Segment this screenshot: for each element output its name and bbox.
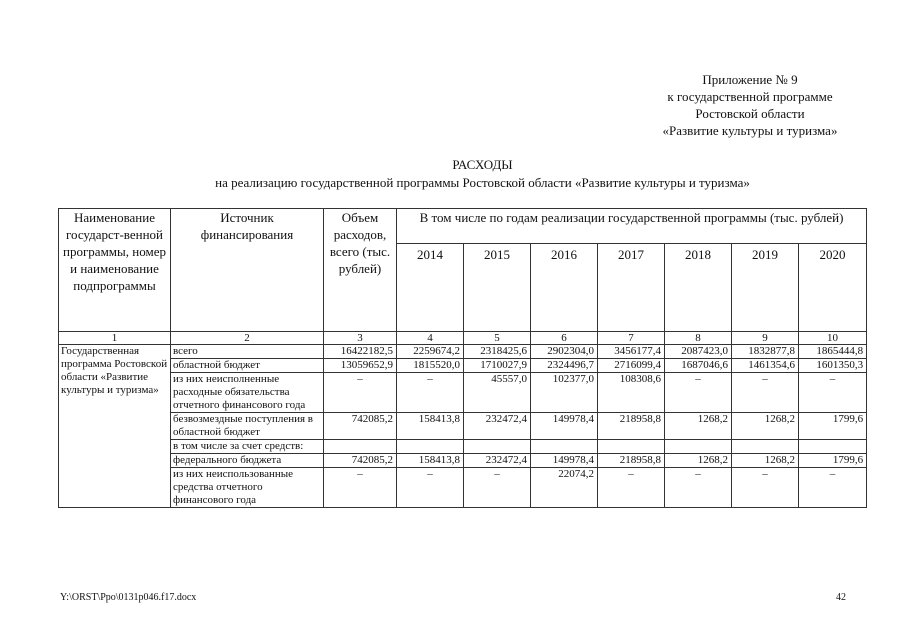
value-cell: 1815520,0 xyxy=(397,359,464,373)
value-cell xyxy=(665,440,732,454)
value-cell: 2902304,0 xyxy=(531,345,598,359)
value-cell: – xyxy=(324,373,397,413)
document-title xyxy=(0,156,905,192)
footer-file-path: Y:\ORST\Ppo\0131p046.f17.docx xyxy=(60,592,197,603)
table-row xyxy=(59,468,867,508)
value-cell: 1799,6 xyxy=(799,454,867,468)
value-cell: 1710027,9 xyxy=(464,359,531,373)
value-cell: 3456177,4 xyxy=(598,345,665,359)
value-cell: – xyxy=(799,468,867,508)
header-source: Источник финансирования xyxy=(171,209,324,332)
table-row xyxy=(59,440,867,454)
column-number: 9 xyxy=(732,332,799,345)
value-cell: 1461354,6 xyxy=(732,359,799,373)
header-year: 2015 xyxy=(464,244,531,332)
value-cell: – xyxy=(732,373,799,413)
value-cell xyxy=(531,440,598,454)
value-cell: 2318425,6 xyxy=(464,345,531,359)
value-cell: 158413,8 xyxy=(397,454,464,468)
value-cell: 232472,4 xyxy=(464,413,531,440)
value-cell: 158413,8 xyxy=(397,413,464,440)
appendix-line-2: к государственной программе xyxy=(667,89,833,104)
source-cell: из них неиспользованные средства отчетного финансового года xyxy=(171,468,324,508)
value-cell: 1687046,6 xyxy=(665,359,732,373)
column-number: 5 xyxy=(464,332,531,345)
value-cell: 1832877,8 xyxy=(732,345,799,359)
value-cell: 1268,2 xyxy=(732,413,799,440)
table-row xyxy=(59,454,867,468)
column-number: 2 xyxy=(171,332,324,345)
value-cell: 218958,8 xyxy=(598,413,665,440)
header-year: 2014 xyxy=(397,244,464,332)
column-number: 7 xyxy=(598,332,665,345)
header-year: 2020 xyxy=(799,244,867,332)
value-cell xyxy=(799,440,867,454)
value-cell: 232472,4 xyxy=(464,454,531,468)
title-line-1: РАСХОДЫ xyxy=(452,157,513,172)
value-cell: 45557,0 xyxy=(464,373,531,413)
source-cell: областной бюджет xyxy=(171,359,324,373)
column-number: 10 xyxy=(799,332,867,345)
table-row xyxy=(59,413,867,440)
value-cell: 2324496,7 xyxy=(531,359,598,373)
source-cell: федерального бюджета xyxy=(171,454,324,468)
value-cell: 1268,2 xyxy=(732,454,799,468)
value-cell: 13059652,9 xyxy=(324,359,397,373)
value-cell: 149978,4 xyxy=(531,413,598,440)
source-cell: всего xyxy=(171,345,324,359)
value-cell xyxy=(732,440,799,454)
header-volume: Объем расходов, всего (тыс. рублей) xyxy=(324,209,397,332)
appendix-line-3: Ростовской области xyxy=(695,106,805,121)
value-cell xyxy=(397,440,464,454)
column-numbers-row xyxy=(59,332,867,345)
header-year: 2018 xyxy=(665,244,732,332)
value-cell: 1268,2 xyxy=(665,454,732,468)
value-cell: 2716099,4 xyxy=(598,359,665,373)
column-number: 3 xyxy=(324,332,397,345)
value-cell: 1268,2 xyxy=(665,413,732,440)
header-year: 2016 xyxy=(531,244,598,332)
value-cell xyxy=(324,440,397,454)
table-row xyxy=(59,345,867,359)
value-cell: 22074,2 xyxy=(531,468,598,508)
source-cell: из них неисполненные расходные обязательства отчетного финансового года xyxy=(171,373,324,413)
value-cell xyxy=(598,440,665,454)
column-number: 8 xyxy=(665,332,732,345)
value-cell: – xyxy=(464,468,531,508)
value-cell: – xyxy=(397,468,464,508)
header-row-1 xyxy=(59,209,867,244)
value-cell: 2259674,2 xyxy=(397,345,464,359)
header-year: 2019 xyxy=(732,244,799,332)
appendix-header xyxy=(600,71,900,139)
value-cell: – xyxy=(799,373,867,413)
column-number: 1 xyxy=(59,332,171,345)
value-cell: – xyxy=(732,468,799,508)
table-row xyxy=(59,359,867,373)
appendix-line-1: Приложение № 9 xyxy=(702,72,798,87)
value-cell: 102377,0 xyxy=(531,373,598,413)
header-year: 2017 xyxy=(598,244,665,332)
value-cell: – xyxy=(665,468,732,508)
value-cell: 1799,6 xyxy=(799,413,867,440)
source-cell: в том числе за счет средств: xyxy=(171,440,324,454)
appendix-line-4: «Развитие культуры и туризма» xyxy=(662,123,838,138)
value-cell: 218958,8 xyxy=(598,454,665,468)
table-row xyxy=(59,373,867,413)
value-cell xyxy=(464,440,531,454)
value-cell: 2087423,0 xyxy=(665,345,732,359)
value-cell: 16422182,5 xyxy=(324,345,397,359)
value-cell: – xyxy=(324,468,397,508)
value-cell: – xyxy=(397,373,464,413)
header-program: Наименование государст-венной программы, номер и наименование подпрограммы xyxy=(59,209,171,332)
value-cell: 1601350,3 xyxy=(799,359,867,373)
program-name-cell: Государственная программа Ростовской области «Развитие культуры и туризма» xyxy=(59,345,171,508)
value-cell: 742085,2 xyxy=(324,413,397,440)
source-cell: безвозмездные поступления в областной бюджет xyxy=(171,413,324,440)
value-cell: 149978,4 xyxy=(531,454,598,468)
column-number: 4 xyxy=(397,332,464,345)
value-cell: 742085,2 xyxy=(324,454,397,468)
title-line-2: на реализацию государственной программы Ростовской области «Развитие культуры и туризма» xyxy=(215,175,750,190)
column-number: 6 xyxy=(531,332,598,345)
value-cell: – xyxy=(598,468,665,508)
value-cell: 108308,6 xyxy=(598,373,665,413)
value-cell: – xyxy=(665,373,732,413)
footer-page-number: 42 xyxy=(836,592,846,603)
value-cell: 1865444,8 xyxy=(799,345,867,359)
header-years-group: В том числе по годам реализации государственной программы (тыс. рублей) xyxy=(397,209,867,244)
expenses-table xyxy=(58,208,867,508)
